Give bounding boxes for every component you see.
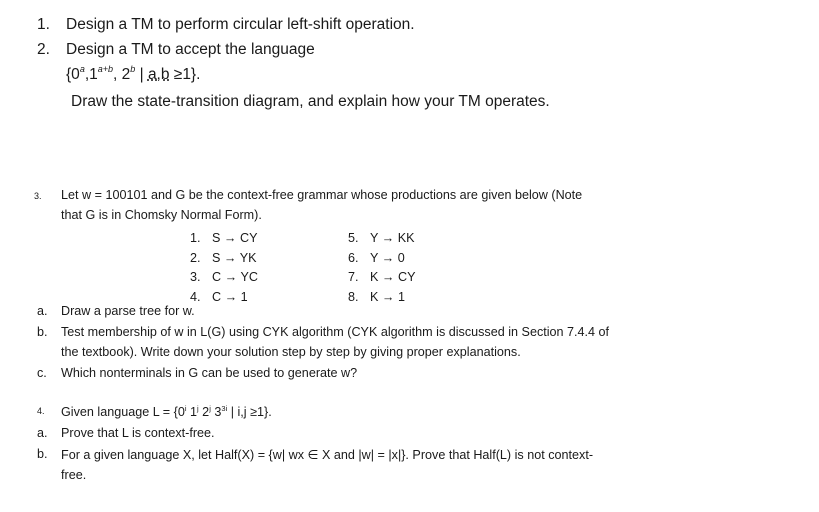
q4b-line2: free. xyxy=(61,468,87,482)
q3-number: 3. xyxy=(34,191,42,201)
q3b-line1: Test membership of w in L(G) using CYK algorithm (CYK algorithm is discussed in Section 7.4.4 of xyxy=(61,325,610,339)
production-1: 1. S → CY xyxy=(190,231,258,245)
q3c-label: c. xyxy=(37,366,47,380)
q4b-label: b. xyxy=(37,447,48,461)
production-7: 7. K → CY xyxy=(348,270,416,284)
q4-number: 4. xyxy=(37,406,45,416)
q4b-line1: For a given language X, let Half(X) = {w| wx ∈ X and |w| = |x|}. Prove that Half(L) is not context- xyxy=(61,448,594,462)
productions-left xyxy=(190,229,258,307)
q4a-text: Prove that L is context-free. xyxy=(61,426,215,440)
q3b-line2: the textbook). Write down your solution step by step by giving proper explanations. xyxy=(61,345,521,359)
production-3: 3. C → YC xyxy=(190,270,258,284)
q3-intro-line1: Let w = 100101 and G be the context-free grammar whose productions are given below (Note xyxy=(61,188,583,202)
q3a-text: Draw a parse tree for w. xyxy=(61,304,195,318)
production-5: 5. Y → KK xyxy=(348,231,415,245)
production-2: 2. S → YK xyxy=(190,250,257,265)
q2-text: Design a TM to accept the language xyxy=(66,41,315,58)
q2-instruction: Draw the state-transition diagram, and explain how your TM operates. xyxy=(71,93,550,110)
q4a-label: a. xyxy=(37,426,48,440)
production-6: 6. Y → 0 xyxy=(348,250,405,265)
production-4: 4. C → 1 xyxy=(190,289,248,304)
q1-text: Design a TM to perform circular left-shift operation. xyxy=(66,16,415,33)
q2-number: 2. xyxy=(37,41,50,58)
q2-language: {$0^a,1^{a+b}$, 2$^b$ | a,b ≥1}. xyxy=(66,64,201,84)
q3c-text: Which nonterminals in G can be used to generate w? xyxy=(61,366,358,380)
productions-right xyxy=(348,229,416,307)
q3b-label: b. xyxy=(37,325,48,339)
q3a-label: a. xyxy=(37,304,48,318)
production-8: 8. K → 1 xyxy=(348,289,405,304)
q3-intro-line2: that G is in Chomsky Normal Form). xyxy=(61,208,262,222)
q4-language: Given language $L = \{0^i$ 1$^j$ 2$^j$ $3^{3i}$ | i,j ≥1}. xyxy=(61,403,272,419)
q1-number: 1. xyxy=(37,16,50,33)
